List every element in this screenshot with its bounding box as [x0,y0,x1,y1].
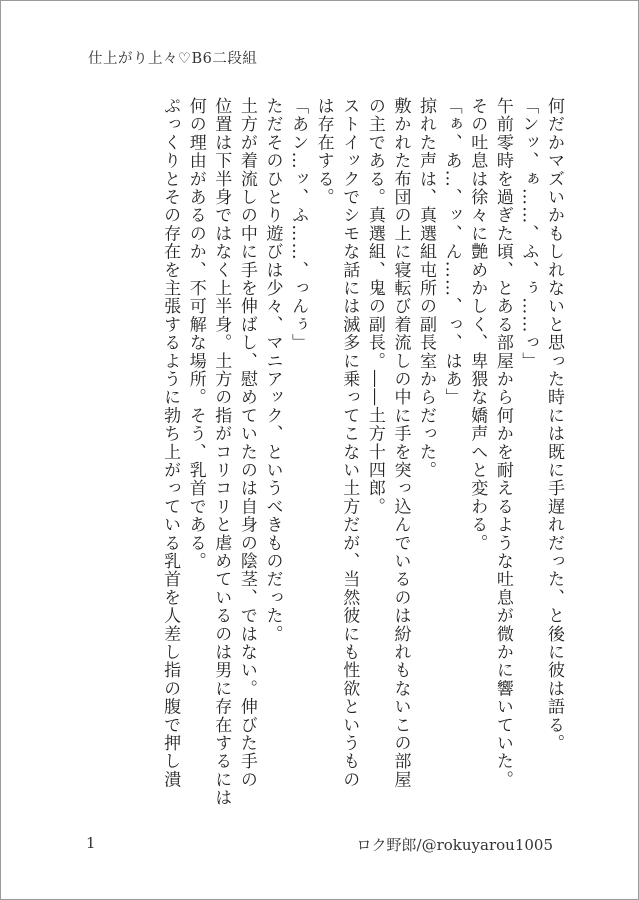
text-line: 「あン…ッ、ふ……、っんぅ」 [288,97,309,352]
text-line: 午前零時を過ぎた頃、とある部屋から何かを耐えるような吐息が微かに響いていた。 [492,97,513,789]
vertical-body-text [157,97,567,827]
text-line: ただそのひとり遊びは少々、マニアック、というべきものだった。 [262,97,283,643]
text-line: は存在する。 [313,97,334,207]
text-line: 何だかマズいかもしれないと思った時には既に手遅れだった、と後に彼は語る。 [544,97,564,753]
page-number: 1 [86,834,96,852]
text-line: 「ぁ、あ…、ッ、ん……、っ、はあ」 [441,97,462,407]
text-line: ストイックでシモな話には滅多に乗ってこない土方だが、当然彼にも性欲というもの [339,97,360,789]
text-line: 掠れた声は、真選組屯所の副長室からだった。 [416,97,437,480]
text-line: 土方が着流しの中に手を伸ばし、慰めていたのは自身の陰茎、ではない。伸びた手の [236,97,257,789]
header-title: 仕上がり上々♡B6二段組 [88,51,258,67]
text-line: の主である。真選組、鬼の副長。――土方十四郎。 [364,97,385,516]
text-line: 敷かれた布団の上に寝転び着流しの中に手を突っ込んでいるのは紛れもないこの部屋 [390,97,411,789]
author-credit: ロク野郎/@rokuyarou1005 [356,836,553,854]
text-line: 位置は下半身ではなく上半身。土方の指がコリコリと虐めているのは男に存在するには [211,97,232,807]
text-line: その吐息は徐々に艶めかしく、卑猥な嬌声へと変わる。 [467,97,488,552]
text-line: 何の理由があるのか、不可解な場所。そう、乳首である。 [185,97,206,571]
text-line: ぷっくりとその存在を主張するように勃ち上がっている乳首を人差し指の腹で押し潰 [160,97,181,789]
text-line: 「ンッ、ぁ……、ふ、ぅ……っ」 [518,97,539,370]
